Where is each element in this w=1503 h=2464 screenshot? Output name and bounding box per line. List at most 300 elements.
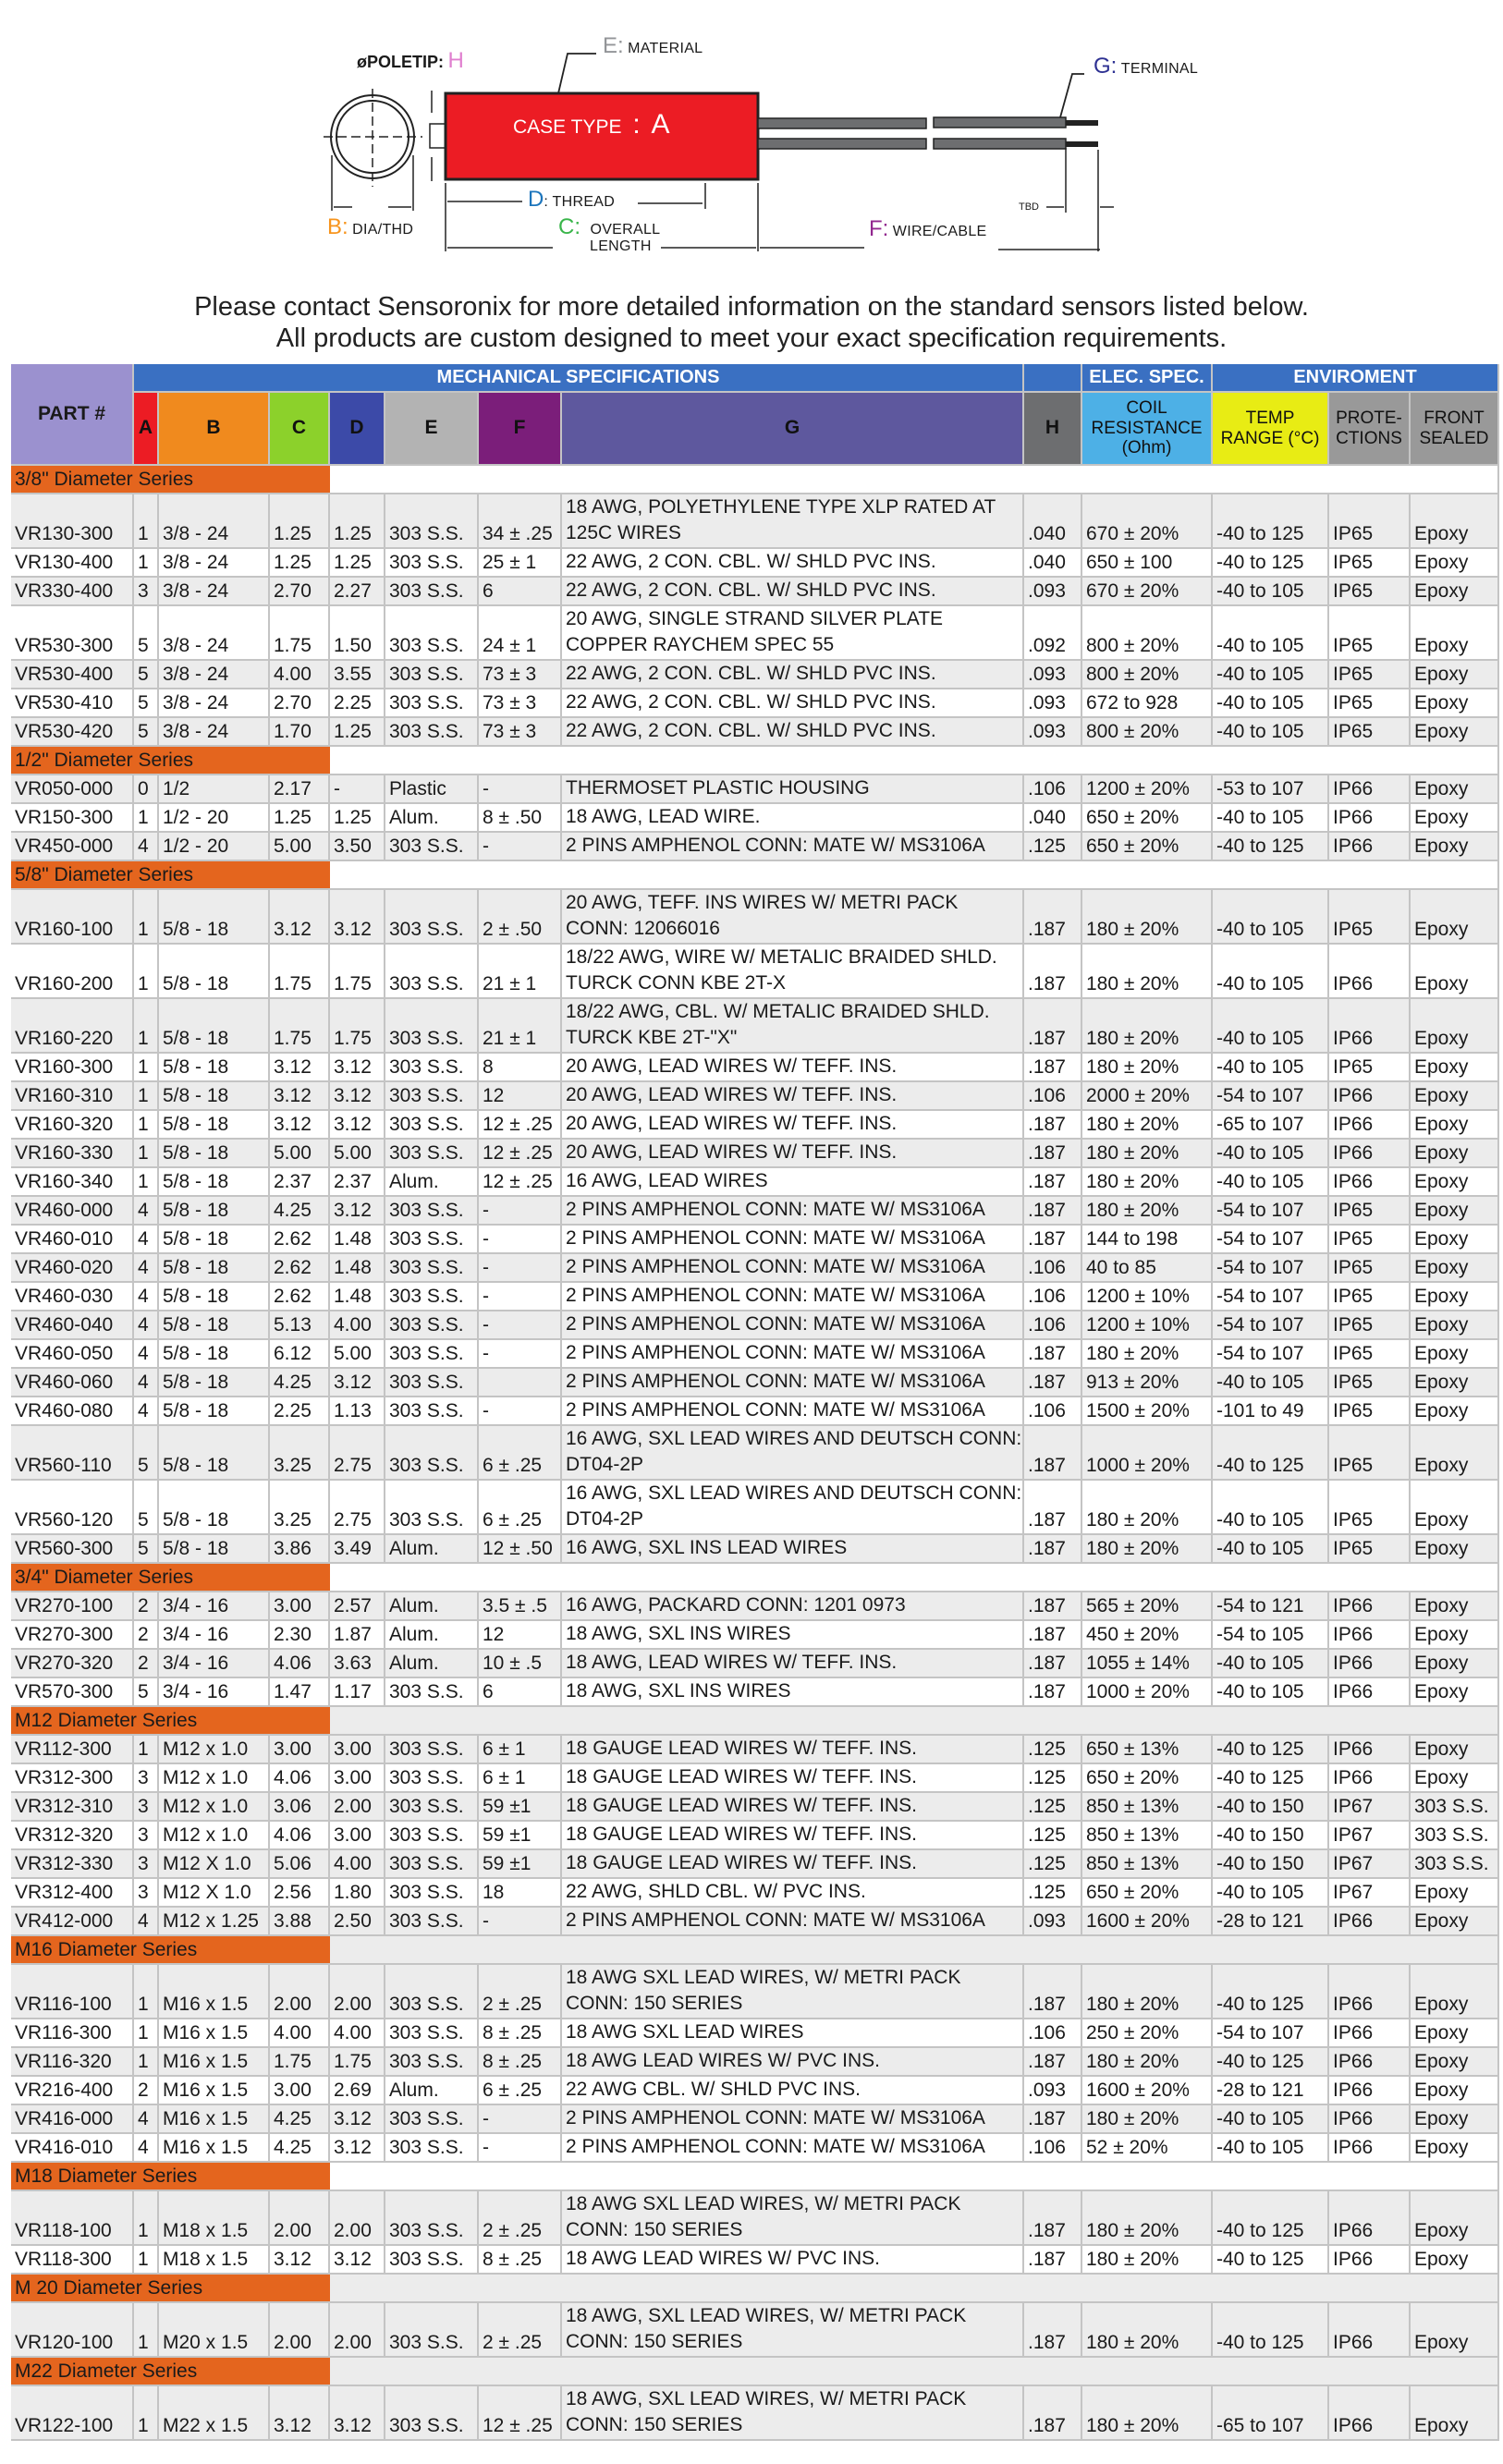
cell-thread: 2.00 — [330, 1793, 385, 1822]
cell-temp-range: -40 to 105 — [1213, 1481, 1329, 1535]
cell-dia-thd: M12 x 1.0 — [159, 1736, 270, 1764]
poletip-label — [357, 48, 464, 74]
col-header-front-sealed: FRONT SEALED — [1411, 393, 1499, 466]
cell-thread: 3.63 — [330, 1650, 385, 1678]
cell-poletip: .093 — [1024, 689, 1082, 718]
cell-dia-thd: 5/8 - 18 — [159, 1369, 270, 1397]
col-header-d: D — [330, 393, 385, 466]
cell-case-type: 4 — [134, 1283, 159, 1311]
cell-terminal: 18 AWG SXL LEAD WIRES, W/ METRI PACK CONN: 150 SERIES — [562, 1965, 1024, 2019]
cell-temp-range: -54 to 107 — [1213, 1226, 1329, 1254]
cell-coil-resistance: 450 ± 20% — [1082, 1621, 1213, 1650]
cell-poletip: .187 — [1024, 1111, 1082, 1140]
cell-front-sealed: Epoxy — [1411, 1369, 1499, 1397]
cell-wire-cable: 18 — [479, 1879, 562, 1908]
cell-coil-resistance: 180 ± 20% — [1082, 2303, 1213, 2358]
cell-protection: IP66 — [1329, 2077, 1411, 2105]
cell-wire-cable: - — [479, 1254, 562, 1283]
series-row-filler — [330, 466, 1499, 494]
cell-terminal: 16 AWG, SXL LEAD WIRES AND DEUTSCH CONN: DT04-2P — [562, 1481, 1024, 1535]
cell-front-sealed: Epoxy — [1411, 2303, 1499, 2358]
cell-part-number: VR530-400 — [11, 661, 134, 689]
cell-part-number: VR160-220 — [11, 999, 134, 1054]
cell-coil-resistance: 800 ± 20% — [1082, 606, 1213, 661]
cell-wire-cable: 8 ± .50 — [479, 804, 562, 833]
cell-case-type: 1 — [134, 890, 159, 945]
cell-protection: IP66 — [1329, 1111, 1411, 1140]
cell-dia-thd: 5/8 - 18 — [159, 1168, 270, 1197]
cell-poletip: .187 — [1024, 999, 1082, 1054]
cell-poletip: .125 — [1024, 1764, 1082, 1793]
poletip-text: øPOLETIP: — [357, 53, 444, 71]
cell-wire-cable: 2 ± .50 — [479, 890, 562, 945]
cell-material: Alum. — [385, 2077, 479, 2105]
cell-poletip: .106 — [1024, 775, 1082, 804]
cell-case-type: 5 — [134, 661, 159, 689]
table-row — [11, 578, 1499, 606]
table-row — [11, 1650, 1499, 1678]
series-row-filler — [330, 861, 1499, 890]
cell-protection: IP66 — [1329, 2303, 1411, 2358]
cell-dia-thd: M16 x 1.5 — [159, 2105, 270, 2134]
cell-dia-thd: M12 x 1.25 — [159, 1908, 270, 1936]
cell-coil-resistance: 913 ± 20% — [1082, 1369, 1213, 1397]
cell-poletip: .187 — [1024, 1140, 1082, 1168]
cell-protection: IP65 — [1329, 689, 1411, 718]
cell-material: Alum. — [385, 1650, 479, 1678]
cell-material: 303 S.S. — [385, 1311, 479, 1340]
table-row — [11, 804, 1499, 833]
cell-protection: IP66 — [1329, 1908, 1411, 1936]
cell-protection: IP66 — [1329, 945, 1411, 999]
cell-overall-length: 3.25 — [270, 1426, 330, 1481]
cell-poletip: .040 — [1024, 494, 1082, 549]
cell-coil-resistance: 1000 ± 20% — [1082, 1426, 1213, 1481]
cell-material: 303 S.S. — [385, 1111, 479, 1140]
cell-thread: 3.12 — [330, 1082, 385, 1111]
cell-front-sealed: Epoxy — [1411, 1736, 1499, 1764]
cell-protection: IP65 — [1329, 1054, 1411, 1082]
cell-wire-cable: 2 ± .25 — [479, 1965, 562, 2019]
cell-thread: 1.17 — [330, 1678, 385, 1707]
cell-coil-resistance: 650 ± 20% — [1082, 1879, 1213, 1908]
dia-letter: B — [327, 214, 343, 239]
cell-material: Plastic — [385, 775, 479, 804]
cell-front-sealed: Epoxy — [1411, 2191, 1499, 2246]
cell-wire-cable: 34 ± .25 — [479, 494, 562, 549]
cell-dia-thd: 3/4 - 16 — [159, 1592, 270, 1621]
cell-overall-length: 1.25 — [270, 494, 330, 549]
cell-front-sealed: Epoxy — [1411, 549, 1499, 578]
cell-coil-resistance: 1600 ± 20% — [1082, 1908, 1213, 1936]
cell-dia-thd: 5/8 - 18 — [159, 1340, 270, 1369]
cell-protection: IP66 — [1329, 804, 1411, 833]
cell-part-number: VR130-300 — [11, 494, 134, 549]
cell-front-sealed: Epoxy — [1411, 1397, 1499, 1426]
cell-overall-length: 3.12 — [270, 2386, 330, 2441]
cell-case-type: 1 — [134, 2019, 159, 2048]
cell-wire-cable: 59 ±1 — [479, 1793, 562, 1822]
cell-terminal: 18 AWG LEAD WIRES W/ PVC INS. — [562, 2246, 1024, 2275]
cell-part-number: VR118-300 — [11, 2246, 134, 2275]
cell-material: 303 S.S. — [385, 578, 479, 606]
cell-dia-thd: 3/8 - 24 — [159, 718, 270, 747]
cell-coil-resistance: 180 ± 20% — [1082, 1340, 1213, 1369]
cell-front-sealed: Epoxy — [1411, 833, 1499, 861]
cell-terminal: 18 AWG, SXL LEAD WIRES, W/ METRI PACK CONN: 150 SERIES — [562, 2386, 1024, 2441]
cell-temp-range: -28 to 121 — [1213, 2077, 1329, 2105]
cell-part-number: VR112-300 — [11, 1736, 134, 1764]
cell-temp-range: -65 to 107 — [1213, 1111, 1329, 1140]
cell-case-type: 3 — [134, 578, 159, 606]
cell-material: Alum. — [385, 1168, 479, 1197]
cell-coil-resistance: 670 ± 20% — [1082, 578, 1213, 606]
cell-terminal: 18/22 AWG, WIRE W/ METALIC BRAIDED SHLD. TURCK CONN KBE 2T-X — [562, 945, 1024, 999]
cell-material: 303 S.S. — [385, 1140, 479, 1168]
cell-terminal: 20 AWG, LEAD WIRES W/ TEFF. INS. — [562, 1054, 1024, 1082]
cell-material: 303 S.S. — [385, 1822, 479, 1850]
cell-part-number: VR460-040 — [11, 1311, 134, 1340]
cell-part-number: VR160-330 — [11, 1140, 134, 1168]
table-row — [11, 1111, 1499, 1140]
table-row — [11, 833, 1499, 861]
cell-protection: IP65 — [1329, 606, 1411, 661]
cell-temp-range: -40 to 125 — [1213, 833, 1329, 861]
cell-overall-length: 5.13 — [270, 1311, 330, 1340]
cell-dia-thd: 5/8 - 18 — [159, 1426, 270, 1481]
cell-material: 303 S.S. — [385, 1340, 479, 1369]
case-type-letter: A — [651, 109, 670, 140]
cell-protection: IP66 — [1329, 999, 1411, 1054]
series-header-row — [11, 2358, 1499, 2386]
table-row — [11, 1908, 1499, 1936]
table-row — [11, 1226, 1499, 1254]
overall-letter: C — [558, 214, 575, 239]
cell-overall-length: 6.12 — [270, 1340, 330, 1369]
cell-case-type: 4 — [134, 1254, 159, 1283]
cell-coil-resistance: 672 to 928 — [1082, 689, 1213, 718]
cell-case-type: 3 — [134, 1793, 159, 1822]
cell-temp-range: -40 to 105 — [1213, 945, 1329, 999]
cell-terminal: 22 AWG, 2 CON. CBL. W/ SHLD PVC INS. — [562, 718, 1024, 747]
cell-dia-thd: M16 x 1.5 — [159, 2077, 270, 2105]
cell-dia-thd: 3/4 - 16 — [159, 1650, 270, 1678]
cell-protection: IP66 — [1329, 2019, 1411, 2048]
cell-temp-range: -54 to 107 — [1213, 1254, 1329, 1283]
cell-terminal: 2 PINS AMPHENOL CONN: MATE W/ MS3106A — [562, 1197, 1024, 1226]
cell-wire-cable: - — [479, 1283, 562, 1311]
cell-protection: IP65 — [1329, 1283, 1411, 1311]
cell-material: Alum. — [385, 1592, 479, 1621]
cell-temp-range: -40 to 105 — [1213, 718, 1329, 747]
cell-poletip: .093 — [1024, 1908, 1082, 1936]
cell-coil-resistance: 180 ± 20% — [1082, 999, 1213, 1054]
col-header-protections: PROTE- CTIONS — [1329, 393, 1411, 466]
cell-terminal: 20 AWG, TEFF. INS WIRES W/ METRI PACK CONN: 12066016 — [562, 890, 1024, 945]
cell-wire-cable: 2 ± .25 — [479, 2303, 562, 2358]
table-row — [11, 1736, 1499, 1764]
cell-case-type: 0 — [134, 775, 159, 804]
cell-material: 303 S.S. — [385, 2105, 479, 2134]
cell-protection: IP65 — [1329, 1426, 1411, 1481]
cell-poletip: .187 — [1024, 1650, 1082, 1678]
cell-wire-cable: 73 ± 3 — [479, 718, 562, 747]
cell-case-type: 1 — [134, 1168, 159, 1197]
cell-overall-length: 3.12 — [270, 1082, 330, 1111]
cell-protection: IP65 — [1329, 1254, 1411, 1283]
cell-part-number: VR312-300 — [11, 1764, 134, 1793]
cell-terminal: 18 GAUGE LEAD WIRES W/ TEFF. INS. — [562, 1822, 1024, 1850]
cell-case-type: 1 — [134, 1111, 159, 1140]
cell-front-sealed: Epoxy — [1411, 2048, 1499, 2077]
cell-case-type: 1 — [134, 1082, 159, 1111]
cell-overall-length: 4.00 — [270, 661, 330, 689]
cell-terminal: 22 AWG, 2 CON. CBL. W/ SHLD PVC INS. — [562, 689, 1024, 718]
cell-coil-resistance: 1200 ± 10% — [1082, 1311, 1213, 1340]
table-row — [11, 689, 1499, 718]
cell-coil-resistance: 650 ± 20% — [1082, 833, 1213, 861]
case-type-label: CASE TYPE : A — [513, 109, 670, 140]
cell-material: 303 S.S. — [385, 1793, 479, 1822]
cell-wire-cable: - — [479, 1311, 562, 1340]
cell-overall-length: 1.47 — [270, 1678, 330, 1707]
cell-front-sealed: Epoxy — [1411, 1254, 1499, 1283]
cell-poletip: .093 — [1024, 661, 1082, 689]
cell-terminal: 20 AWG, LEAD WIRES W/ TEFF. INS. — [562, 1082, 1024, 1111]
table-row — [11, 1197, 1499, 1226]
cell-coil-resistance: 180 ± 20% — [1082, 1140, 1213, 1168]
cell-overall-length: 5.00 — [270, 833, 330, 861]
cell-temp-range: -40 to 125 — [1213, 549, 1329, 578]
cell-terminal: 18 AWG LEAD WIRES W/ PVC INS. — [562, 2048, 1024, 2077]
col-header-part: PART # — [11, 364, 134, 466]
cell-terminal: 2 PINS AMPHENOL CONN: MATE W/ MS3106A — [562, 1369, 1024, 1397]
cell-temp-range: -40 to 150 — [1213, 1850, 1329, 1879]
cell-poletip: .106 — [1024, 1254, 1082, 1283]
cell-wire-cable: - — [479, 833, 562, 861]
cell-material: 303 S.S. — [385, 2191, 479, 2246]
cell-case-type: 4 — [134, 1340, 159, 1369]
cell-thread: 2.69 — [330, 2077, 385, 2105]
series-title: M16 Diameter Series — [11, 1936, 330, 1965]
cell-thread: 3.49 — [330, 1535, 385, 1564]
table-row — [11, 1850, 1499, 1879]
series-row-filler — [330, 1936, 1499, 1965]
cell-poletip: .125 — [1024, 1879, 1082, 1908]
cell-part-number: VR330-400 — [11, 578, 134, 606]
cell-front-sealed: Epoxy — [1411, 578, 1499, 606]
cell-coil-resistance: 650 ± 100 — [1082, 549, 1213, 578]
cell-protection: IP66 — [1329, 2134, 1411, 2163]
cell-thread: 1.48 — [330, 1226, 385, 1254]
cell-dia-thd: M16 x 1.5 — [159, 2134, 270, 2163]
cell-case-type: 1 — [134, 2191, 159, 2246]
cell-part-number: VR312-310 — [11, 1793, 134, 1822]
cell-wire-cable: - — [479, 775, 562, 804]
cell-case-type: 2 — [134, 1621, 159, 1650]
cell-case-type: 1 — [134, 494, 159, 549]
series-row-filler — [330, 747, 1499, 775]
cell-material: 303 S.S. — [385, 1369, 479, 1397]
cell-overall-length: 2.25 — [270, 1397, 330, 1426]
cell-thread: 1.50 — [330, 606, 385, 661]
table-row — [11, 1168, 1499, 1197]
cell-protection: IP65 — [1329, 661, 1411, 689]
cell-part-number: VR116-320 — [11, 2048, 134, 2077]
cell-case-type: 4 — [134, 2134, 159, 2163]
table-row — [11, 1369, 1499, 1397]
cell-front-sealed: Epoxy — [1411, 2105, 1499, 2134]
cell-poletip: .187 — [1024, 2246, 1082, 2275]
cell-poletip: .187 — [1024, 890, 1082, 945]
cell-material: 303 S.S. — [385, 1226, 479, 1254]
cell-wire-cable: 6 ± .25 — [479, 1481, 562, 1535]
cell-poletip: .187 — [1024, 1168, 1082, 1197]
cell-coil-resistance: 180 ± 20% — [1082, 1535, 1213, 1564]
col-header-h: H — [1024, 393, 1082, 466]
cell-material: 303 S.S. — [385, 1481, 479, 1535]
cell-front-sealed: Epoxy — [1411, 1111, 1499, 1140]
cell-terminal: 2 PINS AMPHENOL CONN: MATE W/ MS3106A — [562, 2134, 1024, 2163]
overall-text-2: LENGTH — [590, 238, 652, 254]
thread-text: THREAD — [552, 194, 616, 210]
cell-dia-thd: M18 x 1.5 — [159, 2246, 270, 2275]
cell-part-number: VR160-320 — [11, 1111, 134, 1140]
cell-terminal: 20 AWG, LEAD WIRES W/ TEFF. INS. — [562, 1140, 1024, 1168]
cell-poletip: .106 — [1024, 2019, 1082, 2048]
cell-material: 303 S.S. — [385, 2303, 479, 2358]
cell-coil-resistance: 2000 ± 20% — [1082, 1082, 1213, 1111]
cell-coil-resistance: 650 ± 20% — [1082, 804, 1213, 833]
cell-wire-cable: 12 ± .25 — [479, 1111, 562, 1140]
cell-thread: 1.25 — [330, 804, 385, 833]
cell-poletip: .187 — [1024, 1592, 1082, 1621]
cell-poletip: .106 — [1024, 1311, 1082, 1340]
dia-label: B: DIA/THD — [327, 214, 414, 239]
cell-wire-cable: - — [479, 1908, 562, 1936]
cell-terminal: 18 GAUGE LEAD WIRES W/ TEFF. INS. — [562, 1736, 1024, 1764]
poletip-letter: H — [447, 48, 464, 73]
cell-poletip: .187 — [1024, 1535, 1082, 1564]
material-text: MATERIAL — [628, 41, 703, 56]
cell-front-sealed: Epoxy — [1411, 1678, 1499, 1707]
cell-material: Alum. — [385, 1535, 479, 1564]
table-row — [11, 1054, 1499, 1082]
cell-case-type: 5 — [134, 718, 159, 747]
cell-part-number: VR460-080 — [11, 1397, 134, 1426]
cell-wire-cable: 12 ± .25 — [479, 1140, 562, 1168]
col-header-e: E — [385, 393, 479, 466]
cell-overall-length: 1.70 — [270, 718, 330, 747]
cell-wire-cable: 6 ± 1 — [479, 1736, 562, 1764]
cell-overall-length: 3.00 — [270, 1736, 330, 1764]
cell-terminal: 22 AWG, 2 CON. CBL. W/ SHLD PVC INS. — [562, 549, 1024, 578]
cell-front-sealed: Epoxy — [1411, 1592, 1499, 1621]
cell-thread: 3.00 — [330, 1822, 385, 1850]
cell-thread: 2.25 — [330, 689, 385, 718]
cell-temp-range: -40 to 125 — [1213, 2191, 1329, 2246]
cell-poletip: .187 — [1024, 1426, 1082, 1481]
intro-line-2: All products are custom designed to meet your exact specification requirements. — [275, 323, 1228, 353]
table-row — [11, 1340, 1499, 1369]
cell-dia-thd: 5/8 - 18 — [159, 1082, 270, 1111]
cell-front-sealed: Epoxy — [1411, 1054, 1499, 1082]
cell-part-number: VR160-300 — [11, 1054, 134, 1082]
series-header-row — [11, 1564, 1499, 1592]
group-header-row — [11, 364, 1499, 393]
pole-tip — [430, 124, 446, 148]
cell-coil-resistance: 52 ± 20% — [1082, 2134, 1213, 2163]
cell-wire-cable: 12 ± .25 — [479, 1168, 562, 1197]
table-row — [11, 1592, 1499, 1621]
cell-overall-length: 2.00 — [270, 1965, 330, 2019]
cell-terminal: 2 PINS AMPHENOL CONN: MATE W/ MS3106A — [562, 1254, 1024, 1283]
cell-part-number: VR412-000 — [11, 1908, 134, 1936]
table-row — [11, 1678, 1499, 1707]
cell-overall-length: 5.00 — [270, 1140, 330, 1168]
cell-part-number: VR312-320 — [11, 1822, 134, 1850]
cell-wire-cable: - — [479, 2105, 562, 2134]
cell-poletip: .125 — [1024, 833, 1082, 861]
cell-protection: IP66 — [1329, 1140, 1411, 1168]
cell-overall-length: 2.56 — [270, 1879, 330, 1908]
cell-material: 303 S.S. — [385, 945, 479, 999]
cell-thread: 2.57 — [330, 1592, 385, 1621]
cell-wire-cable: 25 ± 1 — [479, 549, 562, 578]
cell-overall-length: 3.86 — [270, 1535, 330, 1564]
cell-case-type: 2 — [134, 1650, 159, 1678]
cell-poletip: .040 — [1024, 804, 1082, 833]
cell-protection: IP65 — [1329, 1481, 1411, 1535]
cell-material: 303 S.S. — [385, 833, 479, 861]
cell-thread: 5.00 — [330, 1340, 385, 1369]
cell-protection: IP66 — [1329, 2246, 1411, 2275]
cell-thread: 1.80 — [330, 1879, 385, 1908]
cell-protection: IP65 — [1329, 549, 1411, 578]
cell-coil-resistance: 1500 ± 20% — [1082, 1397, 1213, 1426]
cell-front-sealed: Epoxy — [1411, 1082, 1499, 1111]
cell-material: 303 S.S. — [385, 718, 479, 747]
cell-thread: 1.75 — [330, 945, 385, 999]
cell-part-number: VR450-000 — [11, 833, 134, 861]
table-row — [11, 2134, 1499, 2163]
cell-terminal: 16 AWG, PACKARD CONN: 1201 0973 — [562, 1592, 1024, 1621]
cell-part-number: VR560-120 — [11, 1481, 134, 1535]
table-body — [11, 466, 1499, 2441]
cell-terminal: 18 AWG, POLYETHYLENE TYPE XLP RATED AT 125C WIRES — [562, 494, 1024, 549]
cell-case-type: 1 — [134, 2386, 159, 2441]
cell-material: 303 S.S. — [385, 1426, 479, 1481]
cell-material: 303 S.S. — [385, 606, 479, 661]
cell-temp-range: -40 to 105 — [1213, 578, 1329, 606]
cell-dia-thd: 5/8 - 18 — [159, 1283, 270, 1311]
cell-temp-range: -40 to 125 — [1213, 1965, 1329, 2019]
cell-overall-length: 2.00 — [270, 2191, 330, 2246]
table-row — [11, 999, 1499, 1054]
cell-temp-range: -101 to 49 — [1213, 1397, 1329, 1426]
cell-coil-resistance: 180 ± 20% — [1082, 1197, 1213, 1226]
cell-front-sealed: Epoxy — [1411, 2246, 1499, 2275]
cell-temp-range: -40 to 125 — [1213, 1764, 1329, 1793]
cell-case-type: 3 — [134, 1879, 159, 1908]
cell-poletip: .187 — [1024, 1678, 1082, 1707]
cell-temp-range: -40 to 105 — [1213, 1369, 1329, 1397]
cell-protection: IP65 — [1329, 1535, 1411, 1564]
cell-front-sealed: Epoxy — [1411, 1168, 1499, 1197]
cell-dia-thd: 5/8 - 18 — [159, 945, 270, 999]
cell-overall-length: 3.12 — [270, 1054, 330, 1082]
table-row — [11, 2048, 1499, 2077]
